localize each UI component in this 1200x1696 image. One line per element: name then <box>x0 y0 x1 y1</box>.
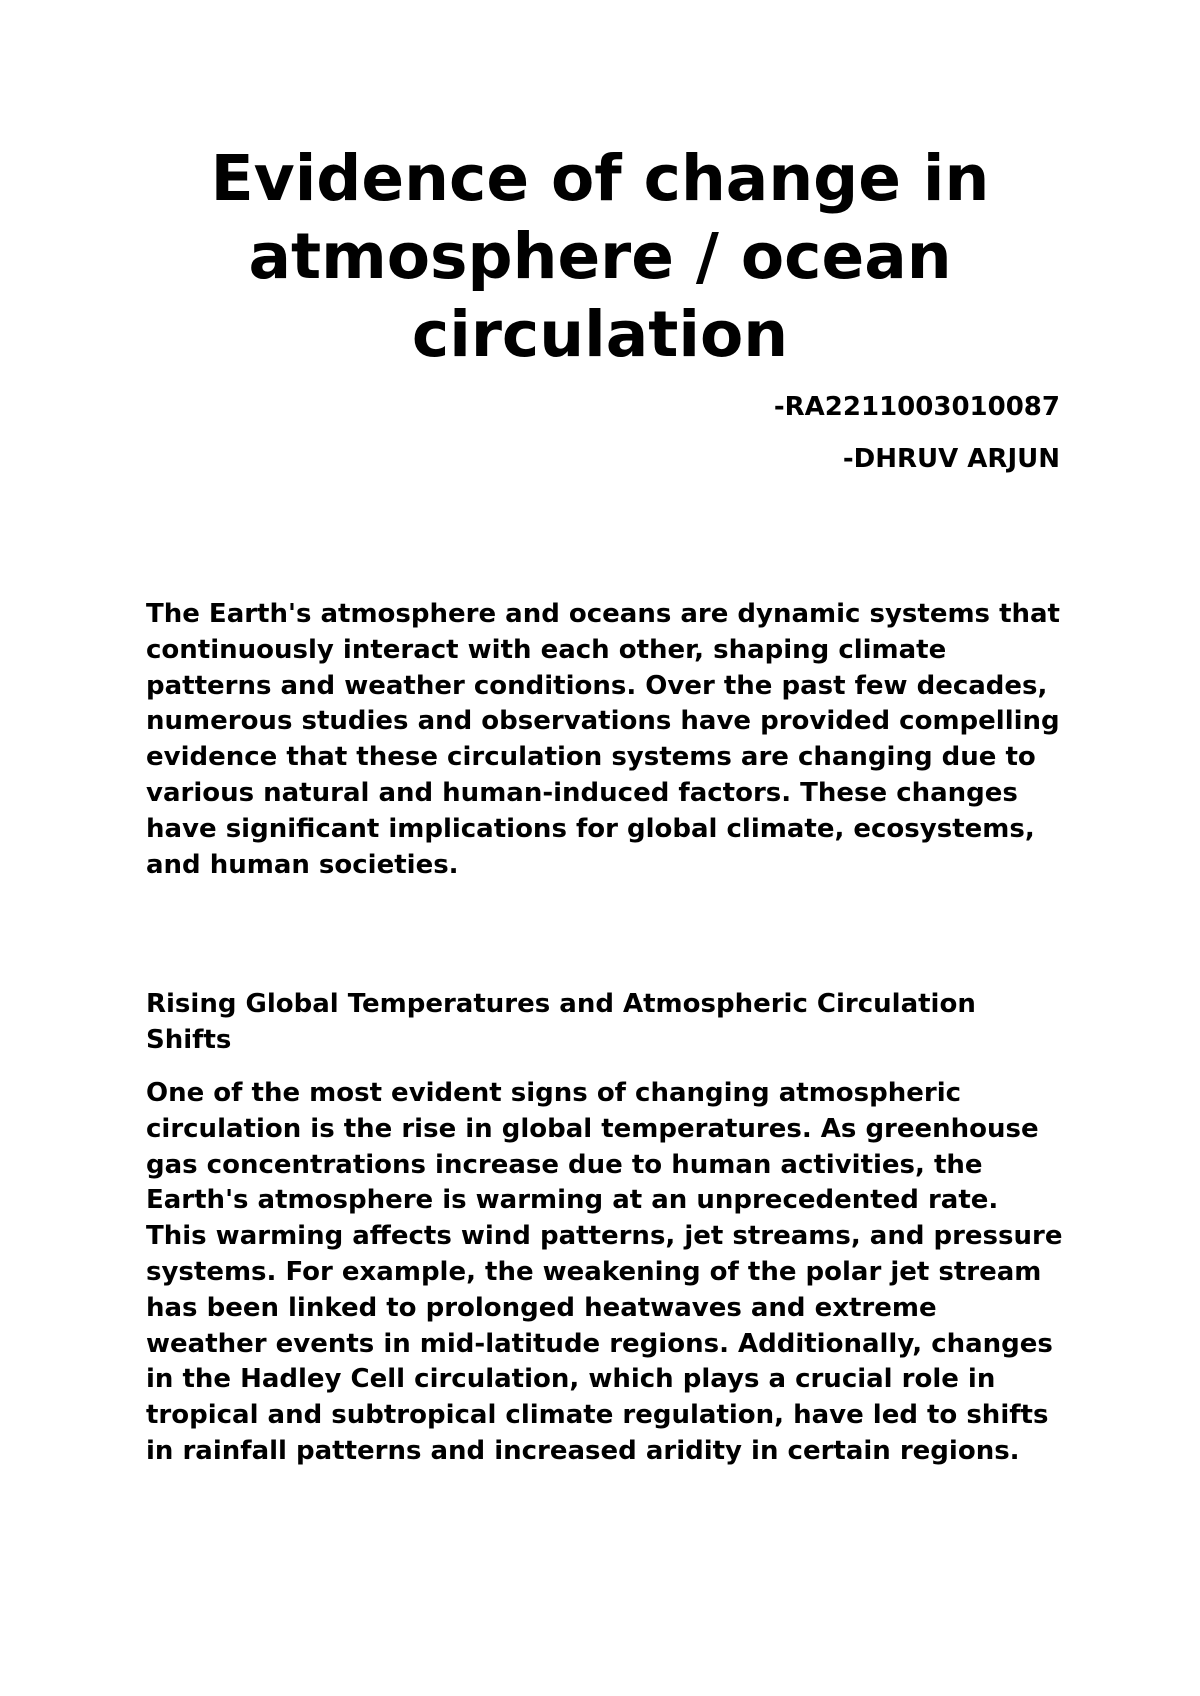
author-name: -DHRUV ARJUN <box>842 444 1060 474</box>
section-body: One of the most evident signs of changing atmospheric circulation is the rise in global temperatures. As greenhouse gas concentrations increase due to human activities, the Earth's atmosphere is warming at an unprecedented rate. This warming affects wind patterns, jet streams, and pressure systems. For example, the weakening of the polar jet stream has been linked to prolonged heatwaves and extreme weather events in mid-latitude regions. Additionally, changes in the Hadley Cell circulation, which plays a crucial role in tropical and subtropical climate regulation, have led to shifts in rainfall patterns and increased aridity in certain regions. <box>146 1078 1063 1466</box>
author-id: -RA2211003010087 <box>773 392 1060 422</box>
intro-paragraph: The Earth's atmosphere and oceans are dynamic systems that continuously interact with each other, shaping climate patterns and weather conditions. Over the past few decades, numerous studies and observations have provided compelling evidence that these circulation systems are changing due to various natural and human-induced factors. These changes have significant implications for global climate, ecosystems, and human societies. <box>146 599 1060 880</box>
section-heading: Rising Global Temperatures and Atmospheric Circulation Shifts <box>146 989 976 1055</box>
page-title: Evidence of change in atmosphere / ocean circulation <box>210 142 990 371</box>
